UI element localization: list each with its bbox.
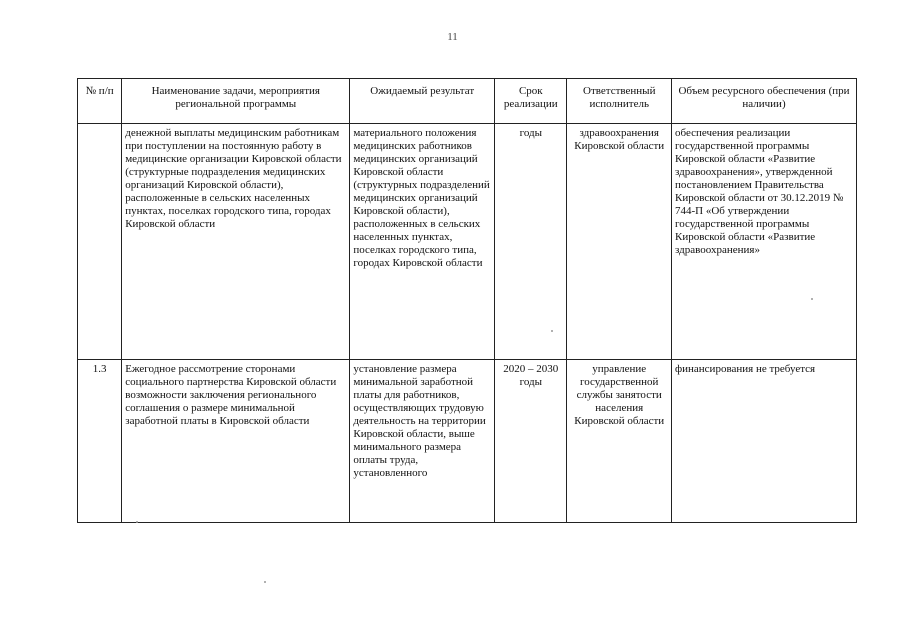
cell-number: 1.3 [78, 360, 122, 523]
cell-task-name: денежной выплаты медицинским работникам при поступлении на постоянную работу в медицинские организации Кировской области (структурные подразделения медицинских организаций Кировской области), расположенные в сельских населенных пунктах, поселках городского типа, городах Кировской области [122, 124, 350, 360]
header-term: Срок реализации [495, 79, 567, 124]
scan-speck [551, 330, 553, 332]
header-expected-result: Ожидаемый результат [350, 79, 495, 124]
table-row [78, 360, 857, 523]
cell-task-name: Ежегодное рассмотрение сторонами социального партнерства Кировской области возможности заключения регионального соглашения о размере минимальной заработной платы в Кировской области [122, 360, 350, 523]
header-row [78, 79, 857, 124]
page-number: 11 [447, 31, 458, 43]
header-number: № п/п [78, 79, 122, 124]
header-executor: Ответственный исполнитель [567, 79, 672, 124]
scan-speck [264, 581, 266, 583]
cell-resources: обеспечения реализации государственной программы Кировской области «Развитие здравоохранения», утвержденной постановлением Правительства Кировской области от 30.12.2019 № 744-П «Об утверждении государственной программы Кировской области «Развитие здравоохранения» [672, 124, 857, 360]
cell-expected-result: материального положения медицинских работников медицинских организаций Кировской области (структурных подразделений медицинских организаций Кировской области), расположенных в сельских населенных пунктах, поселках городского типа, городах Кировской области [350, 124, 495, 360]
scan-speck [811, 298, 813, 300]
cell-number [78, 124, 122, 360]
cell-expected-result: установление размера минимальной заработной платы для работников, осуществляющих трудовую деятельность на территории Кировской области, выше минимального размера оплаты труда, установленного [350, 360, 495, 523]
header-task-name: Наименование задачи, мероприятия региональной программы [122, 79, 350, 124]
table-row [78, 124, 857, 360]
header-resources: Объем ресурсного обеспечения (при наличии) [672, 79, 857, 124]
program-table [77, 78, 857, 523]
table-header [78, 79, 857, 124]
cell-term: годы [495, 124, 567, 360]
cell-executor: здравоохранения Кировской области [567, 124, 672, 360]
scan-speck [136, 521, 138, 523]
cell-executor: управление государственной службы занятости населения Кировской области [567, 360, 672, 523]
cell-term: 2020 – 2030 годы [495, 360, 567, 523]
cell-resources: финансирования не требуется [672, 360, 857, 523]
